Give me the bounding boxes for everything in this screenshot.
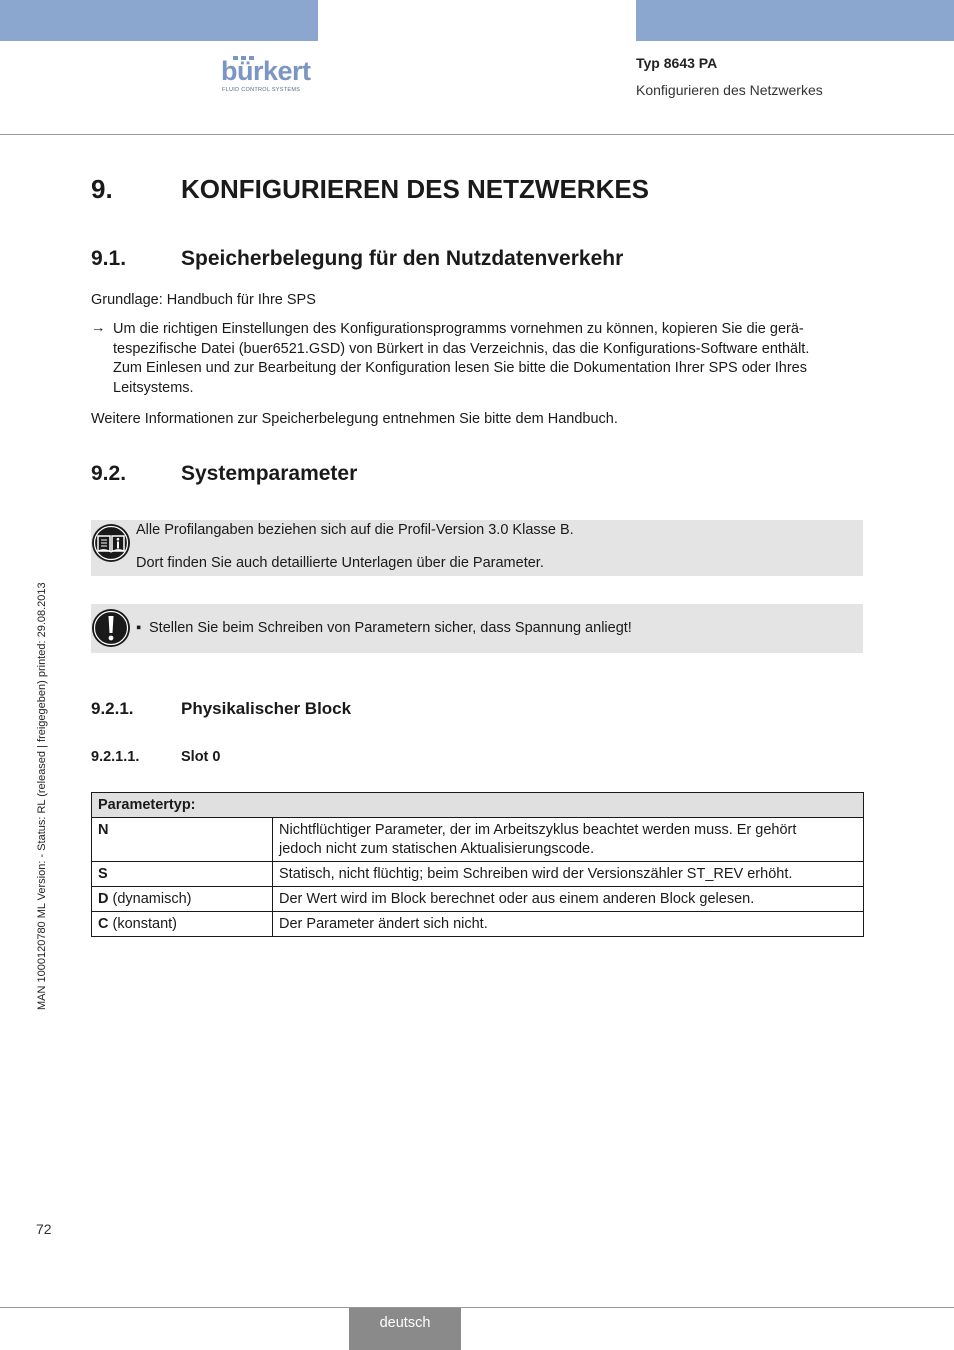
header-rule xyxy=(0,134,954,135)
instruction-line: Um die richtigen Einstellungen des Konfigurationsprogramms vornehmen zu können, kopieren Sie die gerä- xyxy=(113,321,804,337)
param-desc-line: jedoch nicht zum statischen Aktualisierungscode. xyxy=(279,841,595,857)
section-number: 9.2. xyxy=(91,462,127,485)
parameter-type-table xyxy=(91,792,864,937)
param-desc-line: Der Wert wird im Block berechnet oder aus einem anderen Block gelesen. xyxy=(279,891,755,907)
warning-note-text: Stellen Sie beim Schreiben von Parametern sicher, dass Spannung anliegt! xyxy=(149,620,632,636)
param-code-cell xyxy=(92,862,273,887)
param-code-suffix: (dynamisch) xyxy=(108,891,192,907)
logo-word: bürkert xyxy=(221,56,311,86)
param-code-cell xyxy=(92,818,273,862)
param-desc-line: Statisch, nicht flüchtig; beim Schreiben wird der Versionszähler ST_REV erhöht. xyxy=(279,866,793,882)
section-intro: Grundlage: Handbuch für Ihre SPS xyxy=(91,292,316,308)
param-desc-cell xyxy=(273,887,864,912)
section-title: Speicherbelegung für den Nutzdatenverkehr xyxy=(181,247,624,270)
section-number: 9.1. xyxy=(91,247,127,270)
param-desc-cell xyxy=(273,818,864,862)
document-meta-sidebar: MAN 1000120780 ML Version: - Status: RL (released | freigegeben) printed: 29.08.2013 xyxy=(36,582,48,1010)
param-desc-cell xyxy=(273,862,864,887)
book-info-icon xyxy=(91,523,131,563)
subsubsection-number: 9.2.1.1. xyxy=(91,749,140,765)
info-note xyxy=(91,520,863,576)
instruction-text xyxy=(113,320,863,398)
logo-tagline: FLUID CONTROL SYSTEMS xyxy=(222,87,301,93)
info-note-line: Dort finden Sie auch detaillierte Unterlagen über die Parameter. xyxy=(136,555,544,571)
param-code-cell xyxy=(92,912,273,937)
header-bar-left xyxy=(0,0,318,41)
subsubsection-title: Slot 0 xyxy=(181,749,221,765)
table-row xyxy=(92,818,864,862)
instruction-line: tespezifische Datei (buer6521.GSD) von Bürkert in das Verzeichnis, das die Konfigurations-Software enthält. xyxy=(113,340,810,357)
table-row xyxy=(92,912,864,937)
exclamation-icon xyxy=(91,608,131,648)
table-row xyxy=(92,887,864,912)
subsection-number: 9.2.1. xyxy=(91,699,134,718)
instruction-line: Zum Einlesen und zur Bearbeitung der Konfiguration lesen Sie bitte die Dokumentation Ihrer SPS oder Ihres xyxy=(113,360,807,376)
warning-bullet: ▪ xyxy=(136,620,142,636)
table-header: Parametertyp: xyxy=(92,793,864,818)
param-code: C xyxy=(98,916,109,932)
section-outro: Weitere Informationen zur Speicherbelegung entnehmen Sie bitte dem Handbuch. xyxy=(91,411,618,427)
param-desc-line: Nichtflüchtiger Parameter, der im Arbeitszyklus beachtet werden muss. Er gehört xyxy=(279,822,797,838)
warning-note xyxy=(91,604,863,653)
language-tab: deutsch xyxy=(349,1308,461,1350)
subsection-title: Physikalischer Block xyxy=(181,699,352,718)
instruction-line: Leitsystems. xyxy=(113,379,194,396)
table-row xyxy=(92,862,864,887)
param-code: S xyxy=(98,866,108,882)
page-number: 72 xyxy=(36,1221,52,1237)
param-desc-cell xyxy=(273,912,864,937)
chapter-title: KONFIGURIEREN DES NETZWERKES xyxy=(181,174,650,204)
table-header-row xyxy=(92,793,864,818)
chapter-number: 9. xyxy=(91,174,113,204)
info-note-line: Alle Profilangaben beziehen sich auf die Profil-Version 3.0 Klasse B. xyxy=(136,522,574,538)
param-desc-line: Der Parameter ändert sich nicht. xyxy=(279,916,488,932)
arrow-icon: → xyxy=(91,320,106,336)
header-subtitle: Konfigurieren des Netzwerkes xyxy=(636,82,823,98)
footer-rule xyxy=(0,1307,954,1308)
header-typ: Typ 8643 PA xyxy=(636,55,718,71)
section-title: Systemparameter xyxy=(181,462,358,485)
header-bar-right xyxy=(636,0,954,41)
param-code: N xyxy=(98,822,109,838)
param-code-suffix: (konstant) xyxy=(108,916,177,932)
param-code-cell xyxy=(92,887,273,912)
param-code: D xyxy=(98,891,109,907)
